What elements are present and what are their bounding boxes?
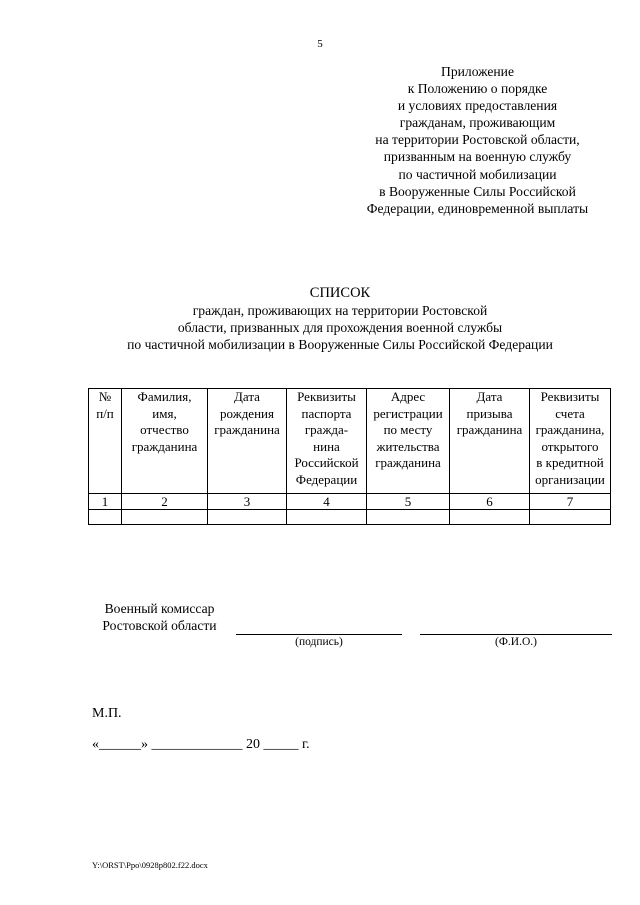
table-cell (530, 510, 611, 525)
name-caption: (Ф.И.О.) (495, 636, 537, 648)
name-line (420, 634, 612, 635)
appendix-line: и условиях предоставления (397, 98, 558, 114)
header-cell-address: Адрес регистрации по месту жительства гражданина (367, 389, 450, 494)
header-cell-number: № п/п (89, 389, 122, 494)
column-number: 5 (367, 494, 450, 510)
footer-file-path: Y:\ORST\Ppo\0928p802.f22.docx (92, 860, 208, 870)
title-line: по частичной мобилизации в Вооруженные Силы Российской Федерации (127, 337, 553, 352)
citizens-table (88, 388, 611, 525)
header-cell-bank-account: Реквизиты счета гражданина, открытого в кредитной организации (530, 389, 611, 494)
appendix-line: призванным на военную службу (383, 149, 572, 165)
header-cell-draft-date: Дата призыва гражданина (450, 389, 530, 494)
appendix-line: по частичной мобилизации (398, 166, 557, 182)
table-cell (122, 510, 208, 525)
signature-line (236, 634, 402, 635)
appendix-line: Приложение (441, 64, 514, 79)
appendix-line: к Положению о порядке (407, 81, 548, 97)
table-empty-row (89, 510, 611, 525)
table-column-numbers-row (89, 494, 611, 510)
signatory-line: Военный комиссар (104, 601, 215, 616)
signatory-line: Ростовской области (102, 618, 217, 633)
column-number: 6 (450, 494, 530, 510)
column-number: 2 (122, 494, 208, 510)
title-line: области, призванных для прохождения военной службы (177, 320, 503, 335)
document-title (90, 285, 590, 353)
header-cell-birth-date: Дата рождения гражданина (208, 389, 287, 494)
column-number: 3 (208, 494, 287, 510)
table-cell (287, 510, 367, 525)
stamp-label: М.П. (92, 706, 122, 721)
title-main: СПИСОК (309, 285, 371, 301)
table-cell (89, 510, 122, 525)
appendix-line: на территории Ростовской области, (375, 132, 580, 148)
column-number: 1 (89, 494, 122, 510)
signatory-label (92, 600, 227, 634)
appendix-line: в Вооруженные Силы Российской (379, 183, 576, 199)
title-line: граждан, проживающих на территории Ростовской (192, 303, 488, 318)
table-cell (367, 510, 450, 525)
column-number: 4 (287, 494, 367, 510)
table-cell (450, 510, 530, 525)
header-cell-full-name: Фамилия, имя, отчество гражданина (122, 389, 208, 494)
appendix-line: гражданам, проживающим (399, 115, 556, 131)
table-cell (208, 510, 287, 525)
table-header-row (89, 389, 611, 494)
signature-caption: (подпись) (295, 636, 343, 648)
date-line: «______» _____________ 20 _____ г. (92, 737, 310, 752)
header-cell-passport: Реквизиты паспорта гражда- нина Российской Федерации (287, 389, 367, 494)
appendix-line: Федерации, единовременной выплаты (366, 200, 589, 216)
appendix-heading (340, 63, 615, 217)
page-number: 5 (317, 38, 323, 50)
column-number: 7 (530, 494, 611, 510)
